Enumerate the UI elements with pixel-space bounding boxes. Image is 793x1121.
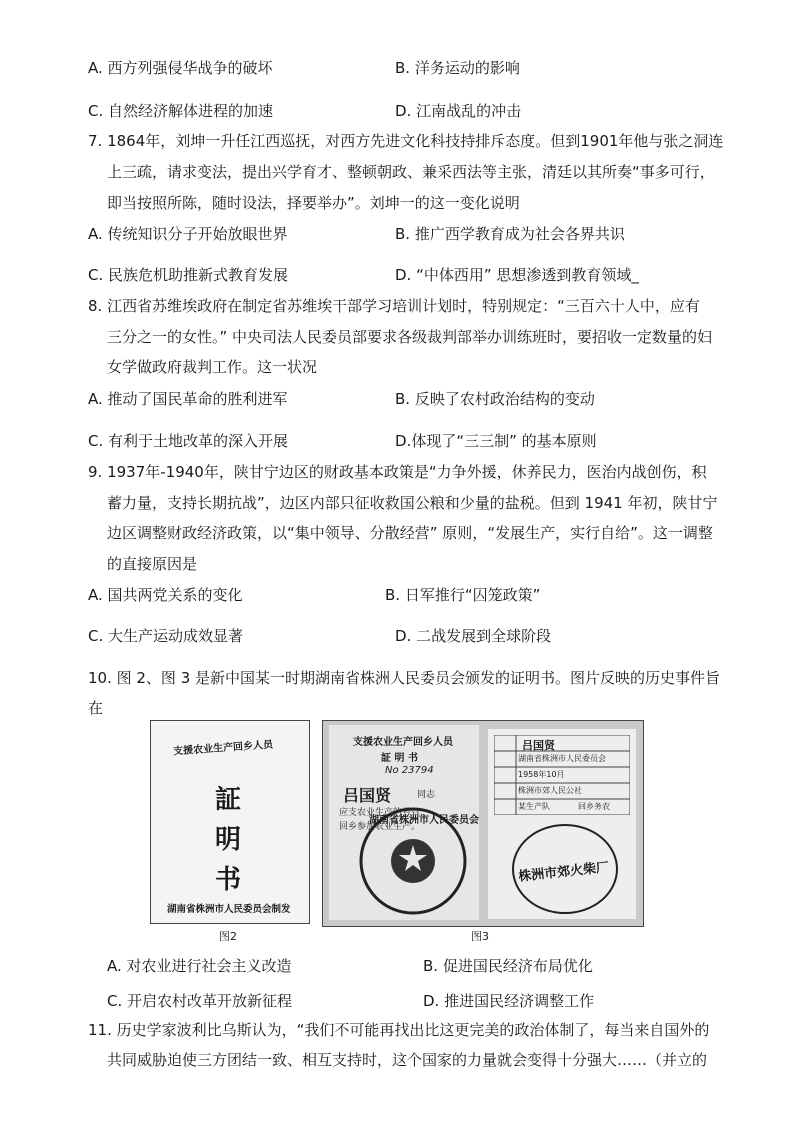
q11-stem-line-1: 11. 历史学家波利比乌斯认为，“我们不可能再找出比这更完美的政治体制了，每当来自国外的 [88,1021,710,1039]
q10-stem-line-1: 10. 图 2、图 3 是新中国某一时期湖南省株洲人民委员会颁发的证明书。图片反映的历史事件旨 [88,669,721,687]
q10-option-d: D. 推进国民经济调整工作 [423,992,595,1010]
q9-option-b: B. 日军推行“囚笼政策” [385,586,541,604]
q8-stem-line-2: 三分之一的女性。” 中央司法人民委员部要求各级裁判部举办训练班时，要招收一定数量的妇 [107,328,713,346]
q7-stem-line-3: 即当按照所陈，随时设法，择要举办”。刘坤一的这一变化说明 [107,194,520,212]
q9-option-c: C. 大生产运动成效显著 [88,627,244,645]
q6-option-c: C. 自然经济解体进程的加速 [88,102,274,120]
fig3-right-line-3: 株洲市郊人民公社 [518,786,582,795]
q10-option-a: A. 对农业进行社会主义改造 [107,957,292,975]
fig3-text-line-3: 回乡参加农业生产。 [339,822,421,832]
q8-option-d: D.体现了“三三制” 的基本原则 [395,432,597,450]
fig3-header: 支援农业生产回乡人员 [353,737,453,748]
fig3-right-page [488,729,636,919]
q8-stem-line-3: 女学做政府裁判工作。这一状况 [107,358,318,376]
q7-stem-line-1: 7. 1864年，刘坤一升任江西巡抚，对西方先进文化科技持排斥态度。但到1901年他与张之洞连 [88,132,724,150]
certificate-inner-fig3 [322,720,644,927]
q11-stem-line-2: 共同威胁迫使三方团结一致、相互支持时，这个国家的力量就会变得十分强大……（并立的 [107,1051,708,1069]
q9-stem-line-3: 边区调整财政经济政策，以“集中领导、分散经营” 原则，“发展生产，实行自给”。这一调整 [107,524,713,542]
fig3-left-page [329,725,479,920]
q7-stem-line-2: 上三疏，请求变法，提出兴学育才、整顿朝政、兼采西法等主张，清廷以其所奏“事多可行， [107,163,715,181]
q7-option-a: A. 传统知识分子开始放眼世界 [88,225,288,243]
fig3-right-line-1: 湖南省株洲市人民委员会 [518,754,606,763]
fig3-text-line-1: 同志 [417,790,436,800]
q10-option-c: C. 开启农村改革开放新征程 [107,992,293,1010]
q9-stem-line-2: 蓄力量，支持长期抗战”，边区内部只征收救国公粮和少量的盐税。但到 1941 年初，陕甘宁 [107,494,718,512]
q7-option-b: B. 推广西学教育成为社会各界共识 [395,225,625,243]
q9-stem-line-1: 9. 1937年-1940年，陕甘宁边区的财政基本政策是“力争外援，休养民力，医治内战创伤，积 [88,463,707,481]
fig2-title-char-1: 証 [215,785,242,815]
fig2-header: 支援农业生产回乡人员 [172,739,274,758]
fig3-caption: 图3 [471,930,489,943]
q9-option-d: D. 二战发展到全球阶段 [395,627,552,645]
fig3-seal-text: 湖南省株洲市人民委员会 [369,815,479,826]
fig3-name: 吕国贤 [343,786,392,805]
q9-stem-line-4: 的直接原因是 [107,555,198,573]
q7-option-d: D. “中体西用” 思想渗透到教育领域_ [395,266,639,284]
fig2-caption: 图2 [219,930,237,943]
fig3-number: No 23794 [385,765,434,776]
fig3-right-line-5: 回乡务农 [578,802,610,811]
q7-option-c: C. 民族危机助推新式教育发展 [88,266,289,284]
fig3-right-line-4: 某生产队 [518,802,550,811]
q8-stem-line-1: 8. 江西省苏维埃政府在制定省苏维埃干部学习培训计划时，特别规定：“三百六十人中，应有 [88,297,700,315]
fig3-factory-seal: 株洲市郊火柴厂 [517,860,610,885]
q8-option-a: A. 推动了国民革命的胜利进军 [88,390,288,408]
fig2-title-char-3: 书 [215,865,242,895]
q9-option-a: A. 国共两党关系的变化 [88,586,243,604]
fig3-subtitle: 証 明 书 [381,753,418,764]
certificate-figures [150,720,642,925]
fig2-title-char-2: 明 [215,825,242,855]
q6-option-a: A. 西方列强侵华战争的破坏 [88,59,273,77]
fig2-footer: 湖南省株洲市人民委员会制发 [167,904,291,915]
q10-stem-line-2: 在 [88,699,104,717]
fig3-text-line-2: 应支农业生产的号召， [339,808,430,818]
q6-option-d: D. 江南战乱的冲击 [395,102,522,120]
q8-option-c: C. 有利于土地改革的深入开展 [88,432,289,450]
q8-option-b: B. 反映了农村政治结构的变动 [395,390,595,408]
fig3-right-line-2: 1958年10月 [518,770,565,779]
certificate-cover-fig2 [150,720,310,924]
q6-option-b: B. 洋务运动的影响 [395,59,520,77]
q10-option-b: B. 促进国民经济布局优化 [423,957,593,975]
fig3-right-name: 吕国贤 [522,739,555,752]
